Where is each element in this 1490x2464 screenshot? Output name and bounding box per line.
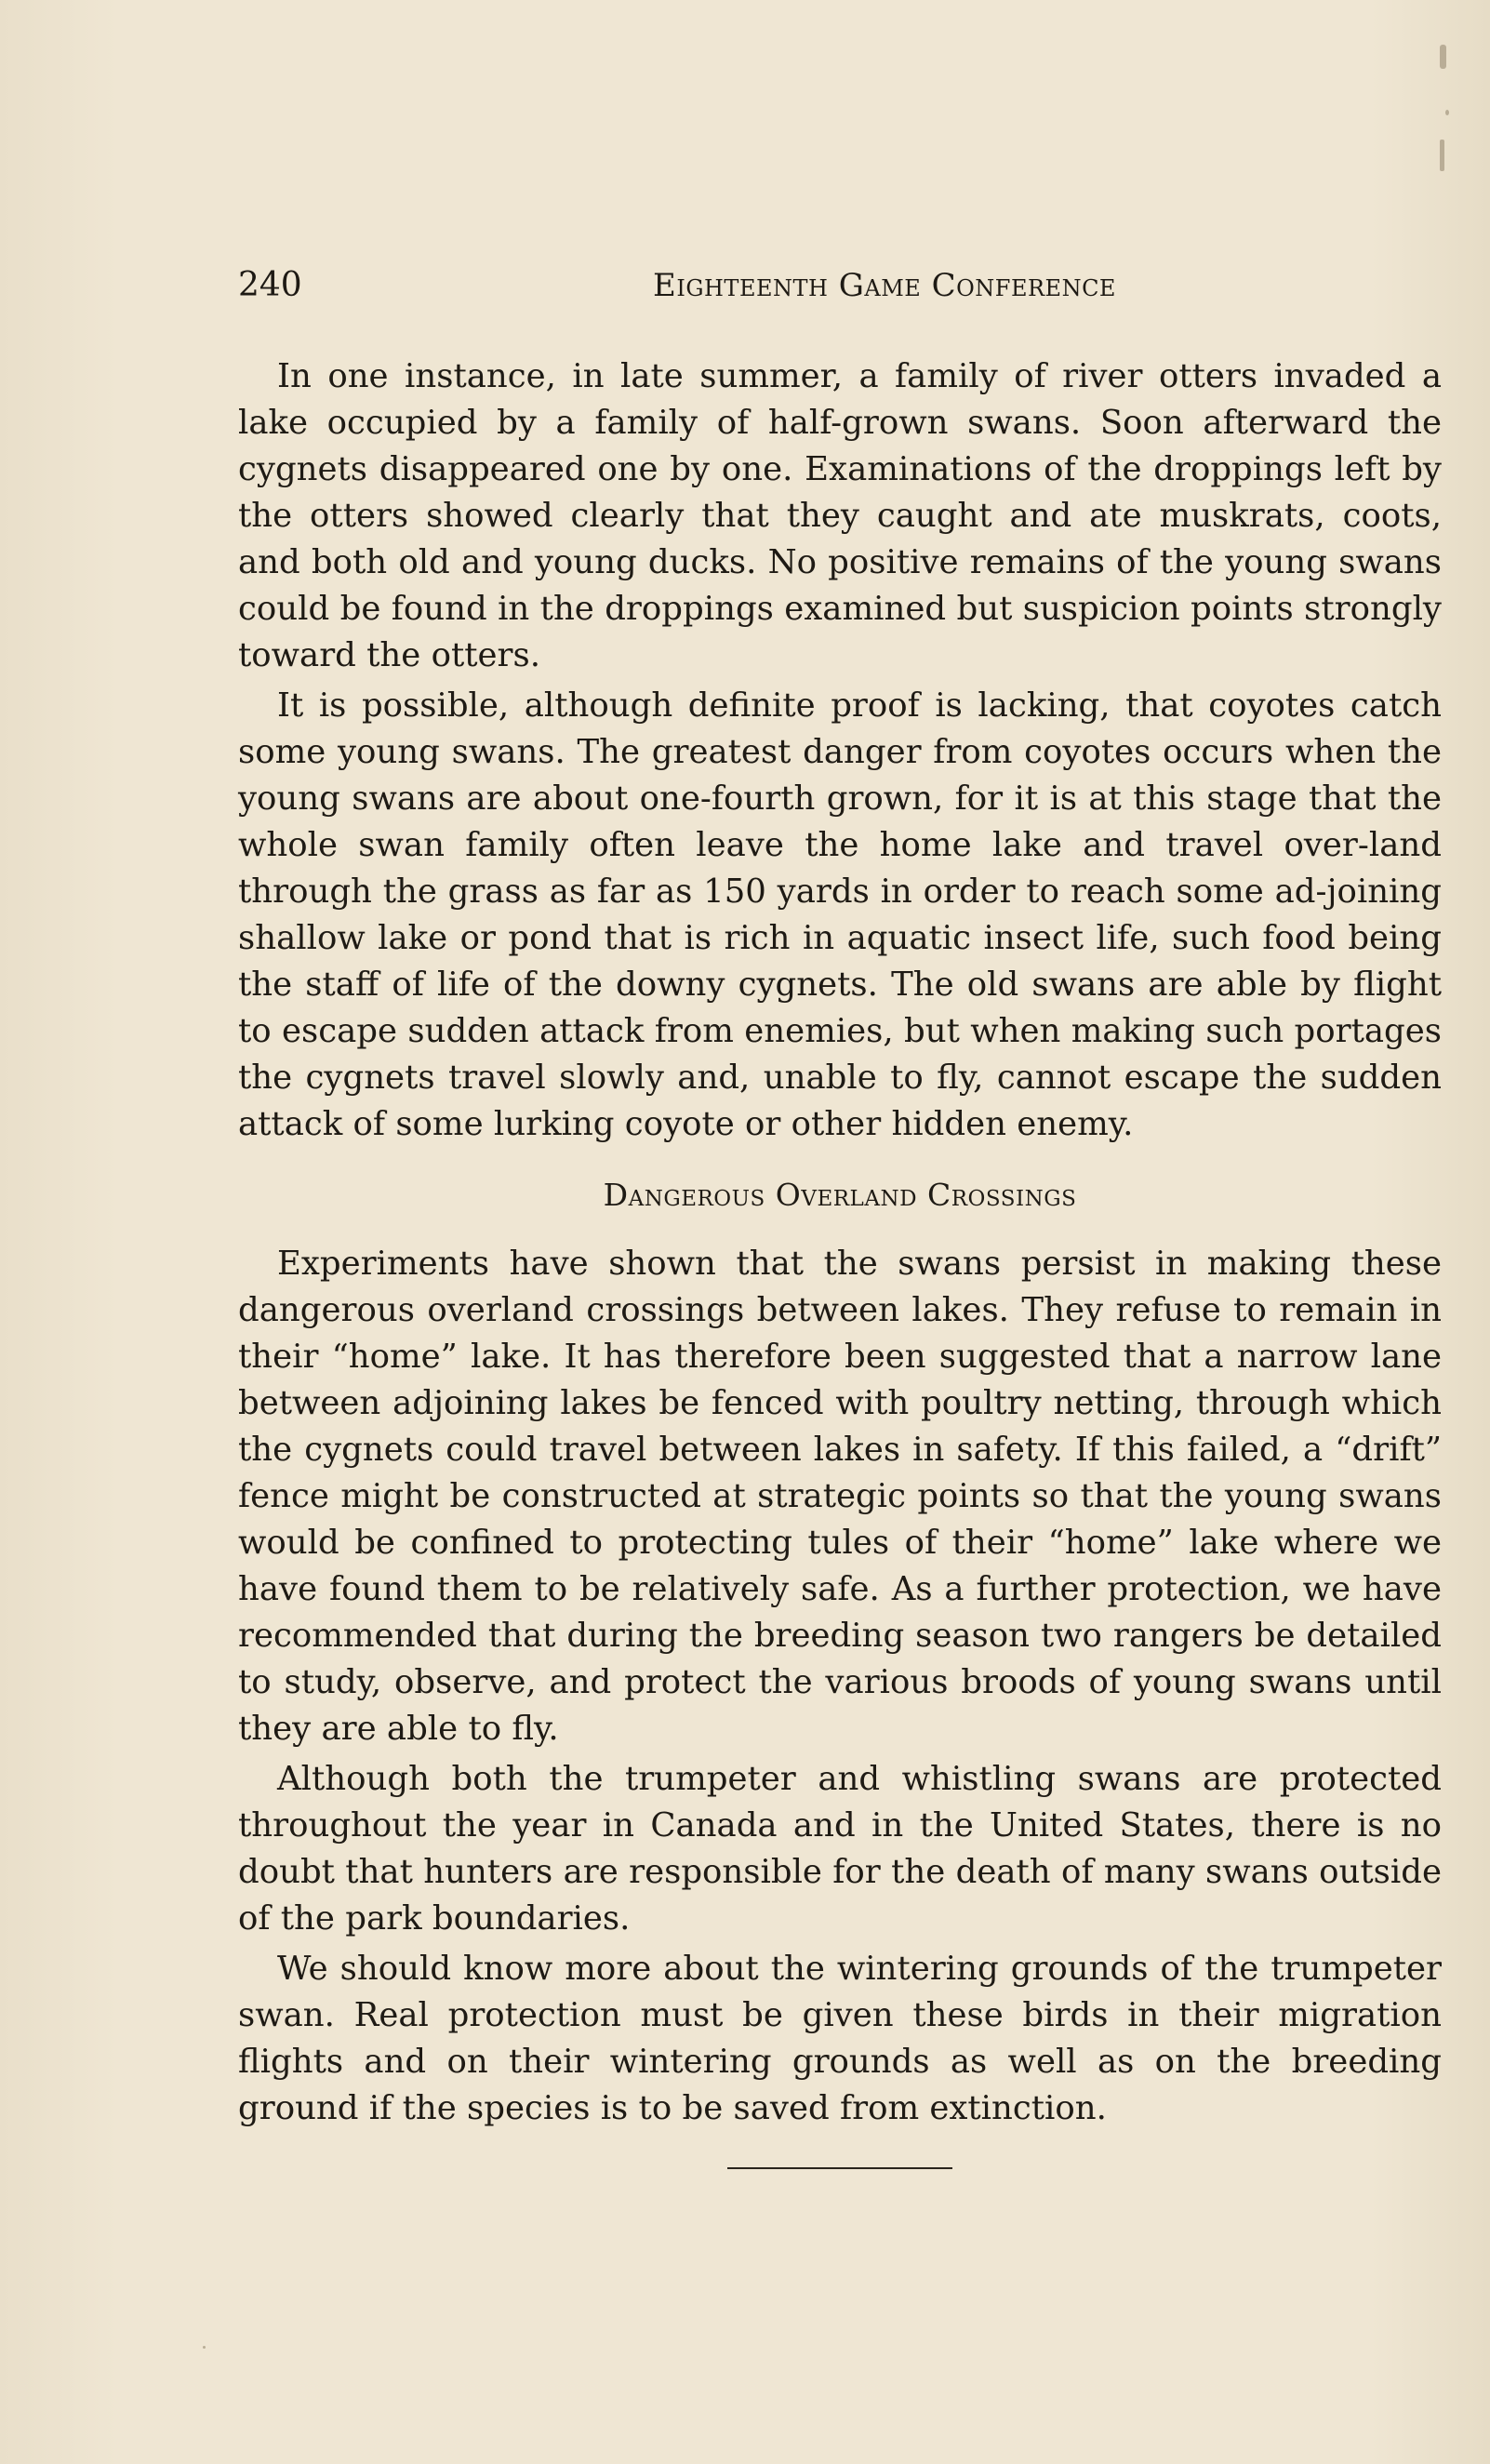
- paragraph-wintering: We should know more about the wintering grounds of the trumpeter swan. Real protection must be given these birds in their migration flights and on their wintering grounds as well as on the breeding ground if the species is to be saved from extinction.: [238, 1950, 1442, 2127]
- section-heading: Dangerous Overland Crossings: [603, 1177, 1077, 1213]
- paper-speck: [1440, 45, 1446, 69]
- page-number: 240: [238, 266, 302, 304]
- paper-speck: [203, 2346, 206, 2349]
- end-rule: [727, 2167, 952, 2169]
- paper-speck: [1440, 140, 1444, 171]
- paragraph-experiments: Experiments have shown that the swans persist in making these dangerous overland crossings between lakes. They refuse to remain in their “home” lake. It has therefore been suggested that a narrow lane between adjoining lakes be fenced with poultry netting, through which the cygnets could travel between lakes in safety. If this failed, a “drift” fence might be constructed at strategic points so that the young swans would be confined to protecting tules of their “home” lake where we have found them to be relatively safe. As a further protection, we have recommended that during the breeding season two rangers be detailed to study, observe, and protect the various broods of young swans until they are able to fly.: [238, 1245, 1442, 1748]
- running-header: [238, 262, 1438, 309]
- paragraph-coyotes: It is possible, although definite proof is lacking, that coyotes catch some young swans. The greatest danger from coyotes occurs when the young swans are about one-fourth grown, for it is at this stage that the whole swan family often leave the home lake and travel over-land through the grass as far as 150 yards in order to reach some ad-joining shallow lake or pond that is rich in aquatic insect life, such food being the staff of life of the downy cygnets. The old swans are able by flight to escape sudden attack from enemies, but when making such portages the cygnets travel slowly and, unable to fly, cannot escape the sudden attack of some lurking coyote or other hidden enemy.: [238, 686, 1442, 1143]
- running-title: Eighteenth Game Conference: [653, 267, 1116, 304]
- paragraph-otters: In one instance, in late summer, a family of river otters invaded a lake occupied by a family of half-grown swans. Soon afterward the cygnets disappeared one by one. Examinations of the droppings left by the otters showed clearly that they caught and ate muskrats, coots, and both old and young ducks. No positive remains of the young swans could be found in the droppings examined but suspicion points strongly toward the otters.: [238, 357, 1442, 674]
- paper-speck: [1445, 110, 1449, 115]
- body-text: [238, 353, 1442, 2169]
- paragraph-hunters: Although both the trumpeter and whistling swans are protected throughout the year in Canada and in the United States, there is no doubt that hunters are responsible for the death of many swans outside of the park boundaries.: [238, 1760, 1442, 1938]
